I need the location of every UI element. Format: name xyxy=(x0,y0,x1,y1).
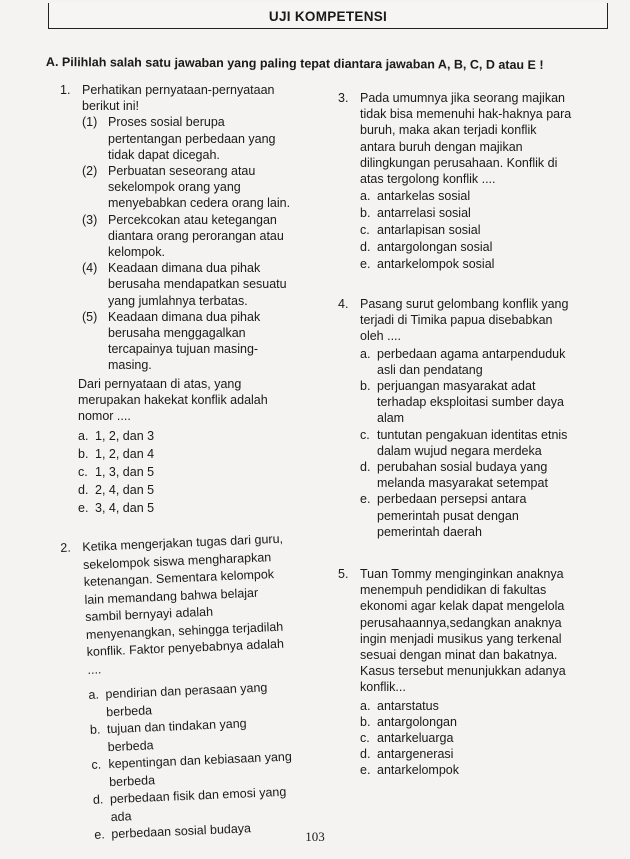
statement-item: (4) Keadaan dimana dua pihak berusaha mendapatkan sesuatu yang jumlahnya terbatas. xyxy=(82,261,287,308)
option-c[interactable]: c. tuntutan pengakuan identitas etnis dalam wujud negara merdeka xyxy=(360,427,568,458)
statement-item: (2) Perbuatan seseorang atau sekelompok orang yang menyebabkan cedera orang lain. xyxy=(82,164,291,211)
question-5 xyxy=(338,566,574,779)
question-2 xyxy=(60,531,299,846)
question-number: 1. xyxy=(60,83,71,97)
question-stem: Perhatikan pernyataan-pernyataan berikut ini! xyxy=(82,83,275,114)
option-b[interactable]: b. tujuan dan tindakan yang berbeda xyxy=(89,716,247,754)
option-e[interactable]: e. perbedaan sosial budaya xyxy=(94,821,252,842)
option-a[interactable]: a. antarstatus xyxy=(360,698,439,713)
header-box xyxy=(48,3,608,29)
option-e[interactable]: e. antarkelompok sosial xyxy=(360,257,495,272)
option-c[interactable]: c. 1, 3, dan 5 xyxy=(78,465,155,480)
option-a[interactable]: a. pendirian dan perasaan yang berbeda xyxy=(88,680,268,719)
option-c[interactable]: c. kepentingan dan kebiasaan yang berbeda xyxy=(91,749,293,789)
option-b[interactable]: b. 1, 2, dan 4 xyxy=(78,447,155,462)
option-d[interactable]: d. antargenerasi xyxy=(360,747,454,762)
option-d[interactable]: d. antargolongan sosial xyxy=(360,240,493,255)
option-c[interactable]: c. antarlapisan sosial xyxy=(360,223,481,238)
question-number: 4. xyxy=(338,297,349,311)
option-e[interactable]: e. perbedaan persepsi antara pemerintah pusat dengan pemerintah daerah xyxy=(360,492,527,539)
option-c[interactable]: c. antarkeluarga xyxy=(360,731,454,746)
statement-item: (3) Percekcokan atau ketegangan diantara orang perorangan atau kelompok. xyxy=(82,212,284,260)
statement-item: (1) Proses sosial berupa pertentangan perbedaan yang tidak dapat dicegah. xyxy=(82,115,276,162)
question-3 xyxy=(338,90,574,273)
question-stem: Pasang surut gelombang konflik yang terjadi di Timika papua disebabkan oleh .... xyxy=(360,297,569,344)
option-e[interactable]: e. antarkelompok xyxy=(360,763,459,778)
question-number: 5. xyxy=(338,567,349,581)
page-number: 103 xyxy=(305,829,325,844)
option-d[interactable]: d. perbedaan fisik dan emosi yang ada xyxy=(92,784,287,824)
question-followup: Dari pernyataan di atas, yang merupakan hakekat konflik adalah nomor .... xyxy=(78,376,268,424)
question-stem: Pada umumnya jika seorang majikan tidak bisa memenuhi hak-haknya para buruh, maka akan terjadi konflik antara buruh dengan majikan dilingkungan perusahaan. Konflik di atas tergolong konflik .... xyxy=(360,91,572,187)
question-stem: Tuan Tommy menginginkan anaknya menempuh pendidikan di fakultas ekonomi agar kelak dapat mengelola perusahaannya,sedangkan anaknya ingin menjadi musikus yang terkenal sesuai dengan minat dan bakatnya. Kasus tersebut menunjukkan adanya konflik... xyxy=(360,567,566,695)
option-b[interactable]: b. antarrelasi sosial xyxy=(360,206,471,221)
option-b[interactable]: b. perjuangan masyarakat adat terhadap eksploitasi sumber daya alam xyxy=(360,379,564,426)
option-a[interactable]: a. perbedaan agama antarpenduduk asli dan pendatang xyxy=(360,346,566,377)
option-b[interactable]: b. antargolongan xyxy=(360,714,457,729)
option-d[interactable]: d. 2, 4, dan 5 xyxy=(78,483,155,498)
option-a[interactable]: a. antarkelas sosial xyxy=(360,189,471,204)
question-number: 3. xyxy=(338,91,349,105)
question-number: 2. xyxy=(60,540,72,555)
option-a[interactable]: a. 1, 2, dan 3 xyxy=(78,429,155,444)
question-stem: Ketika mengerjakan tugas dari guru, sekelompok siswa mengharapkan ketenangan. Sementara kelompok lain memandang bahwa belajar sambil bernyayi adalah menyenangkan, sehingga terjadilah konflik. Faktor penyebabnya adalah .... xyxy=(82,531,285,677)
question-1 xyxy=(60,82,296,517)
question-4 xyxy=(338,296,574,540)
option-d[interactable]: d. perubahan sosial budaya yang melanda masyarakat setempat xyxy=(360,460,548,491)
section-instruction: A. Pilihlah salah satu jawaban yang paling tepat diantara jawaban A, B, C, D atau E ! xyxy=(45,55,544,73)
option-e[interactable]: e. 3, 4, dan 5 xyxy=(78,501,155,516)
page-title: UJI KOMPETENSI xyxy=(268,9,388,24)
statement-item: (5) Keadaan dimana dua pihak berusaha menggagalkan tercapainya tujuan masing-masing. xyxy=(82,309,261,373)
